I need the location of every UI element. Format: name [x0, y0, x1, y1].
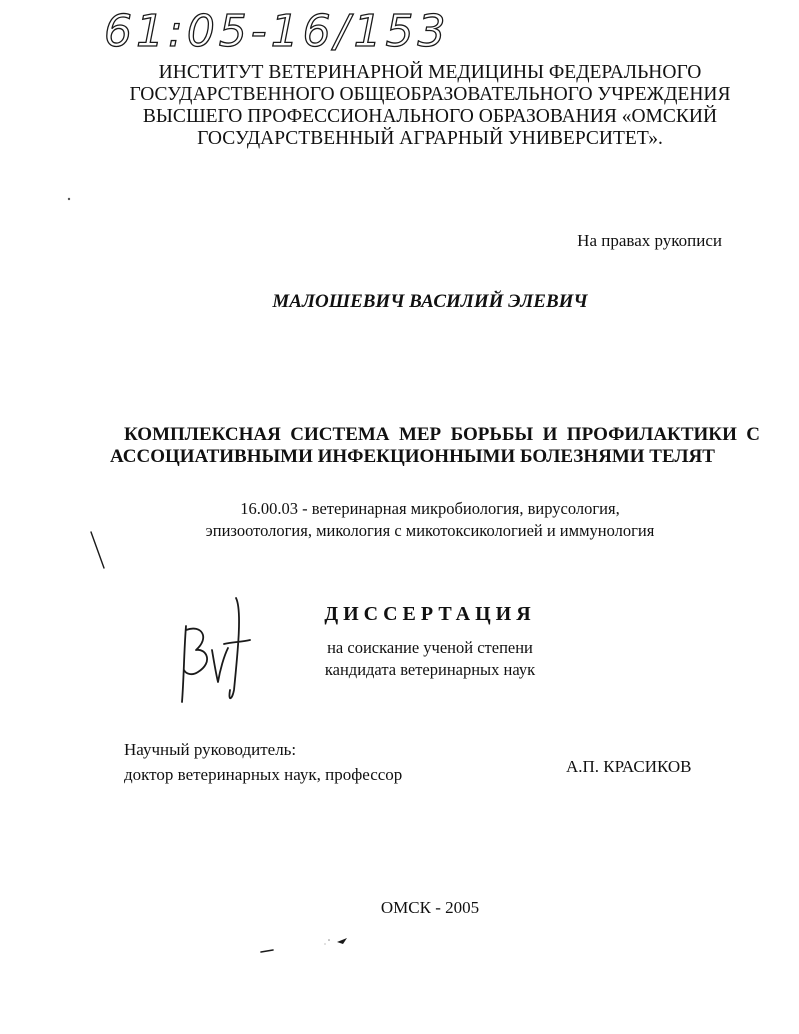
author-name: МАЛОШЕВИЧ ВАСИЛИЙ ЭЛЕВИЧ: [272, 291, 588, 312]
svg-text:61:05-16/153: 61:05-16/153: [104, 6, 450, 57]
dissertation-heading: ДИССЕРТАЦИЯ: [324, 603, 536, 625]
institute-header: [100, 62, 760, 150]
institute-line: ГОСУДАРСТВЕННЫЙ АГРАРНЫЙ УНИВЕРСИТЕТ».: [197, 128, 663, 149]
supervisor-block: [124, 737, 402, 787]
catalog-number: [100, 0, 480, 62]
specialty-code: [150, 498, 710, 542]
supervisor-credentials: доктор ветеринарных наук, профессор: [124, 765, 403, 784]
dissertation-title: [110, 424, 760, 468]
scan-speck: [66, 196, 72, 202]
pen-mark: [88, 530, 108, 570]
degree-line: на соискание ученой степени: [327, 638, 533, 657]
specialty-line: эпизоотология, микология с микотоксикологией и иммунология: [205, 521, 655, 540]
rights-note: На правах рукописи: [577, 231, 722, 250]
ink-specks: [255, 930, 355, 960]
institute-line: ГОСУДАРСТВЕННОГО ОБЩЕОБРАЗОВАТЕЛЬНОГО УЧРЕЖДЕНИЯ: [129, 84, 731, 105]
supervisor-label: Научный руководитель:: [124, 740, 297, 759]
specialty-line: 16.00.03 - ветеринарная микробиология, вирусология,: [240, 499, 620, 518]
city-year: ОМСК - 2005: [380, 898, 480, 917]
institute-line: ИНСТИТУТ ВЕТЕРИНАРНОЙ МЕДИЦИНЫ ФЕДЕРАЛЬНОГО: [158, 62, 702, 83]
degree-note: [290, 637, 570, 681]
supervisor-name: А.П. КРАСИКОВ: [566, 757, 692, 776]
signature: [172, 590, 252, 710]
title-line: КОМПЛЕКСНАЯ СИСТЕМА МЕР БОРЬБЫ И ПРОФИЛАКТИКИ С: [124, 424, 760, 445]
degree-line: кандидата ветеринарных наук: [324, 660, 536, 679]
institute-line: ВЫСШЕГО ПРОФЕССИОНАЛЬНОГО ОБРАЗОВАНИЯ «ОМСКИЙ: [142, 106, 718, 127]
title-line: АССОЦИАТИВНЫМИ ИНФЕКЦИОННЫМИ БОЛЕЗНЯМИ ТЕЛЯТ: [110, 446, 715, 467]
